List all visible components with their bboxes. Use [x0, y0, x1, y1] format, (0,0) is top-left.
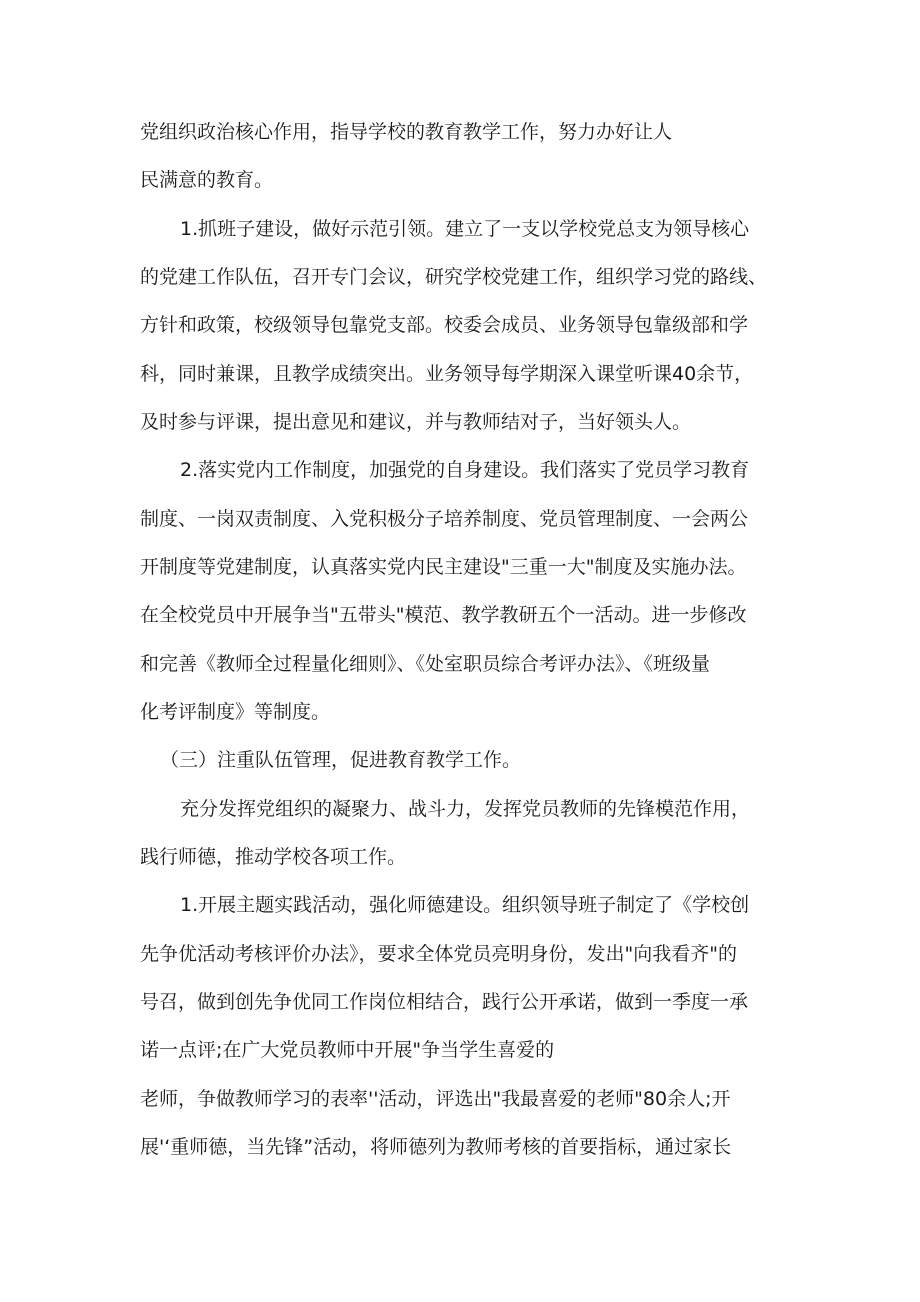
text-line: 开制度等党建制度，认真落实党内民主建设"三重一大"制度及实施办法。 — [140, 556, 747, 578]
text-line: 2.落实党内工作制度，加强党的自身建设。我们落实了党员学习教育 — [180, 459, 750, 481]
text-line: 充分发挥党组织的凝聚力、战斗力，发挥党员教师的先锋模范作用， — [180, 798, 751, 820]
text-line: 号召，做到创先争优同工作岗位相结合，践行公开承诺，做到一季度一承 — [140, 991, 749, 1013]
text-line: 和完善《教师全过程量化细则》、《处室职员综合考评办法》、《班级量 — [140, 653, 711, 675]
text-line: 及时参与评课，提出意见和建议，并与教师结对子，当好领头人。 — [140, 411, 692, 433]
text-line: 践行师德，推动学校各项工作。 — [140, 846, 407, 868]
text-line: 方针和政策，校级领导包靠党支部。校委会成员、业务领导包靠级部和学 — [140, 314, 749, 336]
text-line: 1.开展主题实践活动，强化师德建设。组织领导班子制定了《学校创 — [180, 894, 750, 916]
text-line: 化考评制度》等制度。 — [140, 701, 331, 723]
text-line: 1.抓班子建设，做好示范引领。建立了一支以学校党总支为领导核心 — [180, 218, 750, 240]
text-line: 先争优活动考核评价办法》，要求全体党员亮明身份，发出"向我看齐"的 — [140, 943, 737, 965]
text-line: 诺一点评;在广大党员教师中开展"争当学生喜爱的 — [140, 1039, 555, 1061]
text-line: 老师，争做教师学习的表率''活动，评选出"我最喜爱的老师"80余人;开 — [140, 1088, 731, 1110]
text-line: 的党建工作队伍，召开专门会议，研究学校党建工作，组织学习党的路线、 — [140, 266, 768, 288]
text-line: 展'‘重师德，当先锋”活动，将师德列为教师考核的首要指标，通过家长 — [140, 1136, 732, 1158]
text-line: 在全校党员中开展争当"五带头"模范、教学教研五个一活动。进一步修改 — [140, 604, 747, 626]
text-line: 民满意的教育。 — [140, 169, 274, 191]
text-line: 党组织政治核心作用，指导学校的教育教学工作，努力办好让人 — [140, 121, 673, 143]
section-heading: （三）注重队伍管理，促进教育教学工作。 — [160, 749, 522, 771]
text-line: 制度、一岗双责制度、入党积极分子培养制度、党员管理制度、一会两公 — [140, 508, 749, 530]
text-line: 科，同时兼课，且教学成绩突出。业务领导每学期深入课堂听课40余节， — [140, 363, 754, 385]
